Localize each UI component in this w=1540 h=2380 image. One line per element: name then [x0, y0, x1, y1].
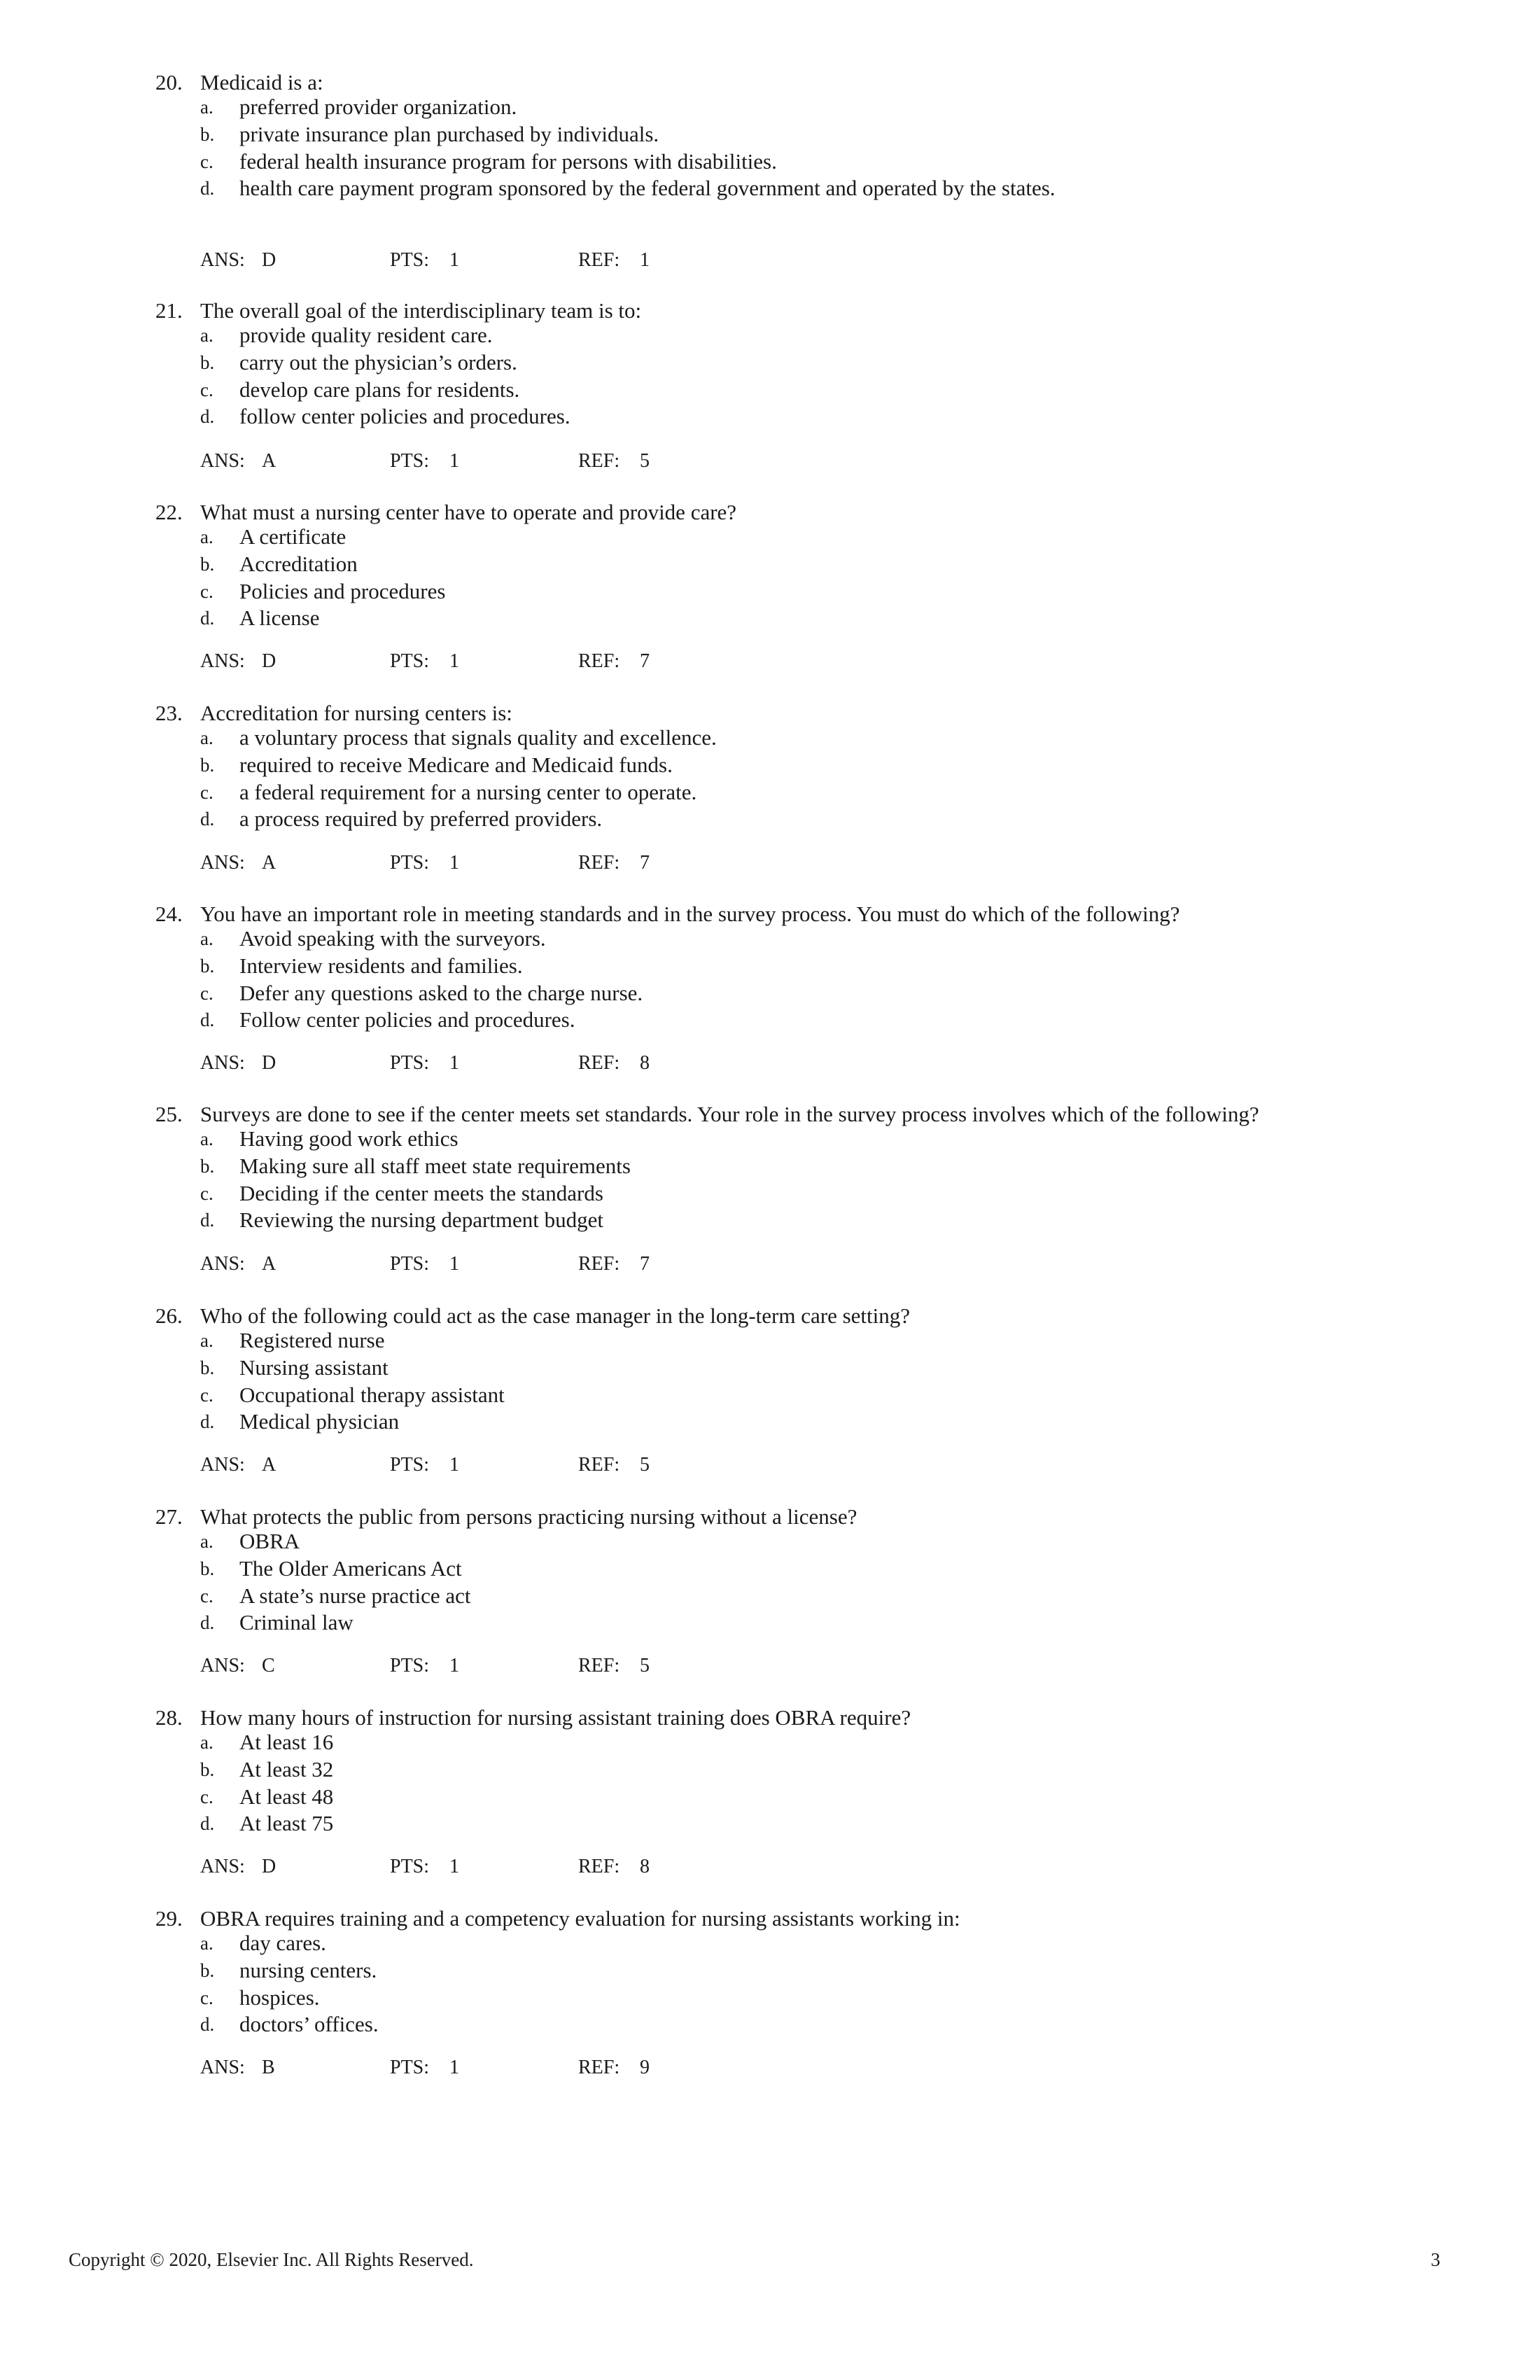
question-number: 20. — [155, 70, 183, 94]
choice-a — [0, 724, 1540, 752]
choice-letter: b. — [200, 1155, 215, 1177]
choice-letter: d. — [200, 608, 215, 629]
choice-text: Accreditation — [239, 551, 358, 576]
answer-key-25 — [0, 1250, 1540, 1278]
choice-a — [0, 322, 1540, 349]
ans-label: ANS: — [200, 1454, 245, 1476]
choice-c — [0, 1180, 1540, 1208]
question-number: 24. — [155, 902, 183, 926]
ref-value: 5 — [640, 450, 650, 472]
copyright-notice: Copyright © 2020, Elsevier Inc. All Rights Reserved. — [69, 2249, 474, 2270]
question-text: The overall goal of the interdisciplinary team is to: — [200, 298, 642, 323]
choice-text: a federal requirement for a nursing center to operate. — [239, 779, 697, 804]
answer-key-21 — [0, 447, 1540, 475]
choice-list — [0, 724, 1540, 833]
choice-a — [0, 1729, 1540, 1756]
ref-value: 7 — [640, 1253, 650, 1275]
choice-letter: c. — [200, 982, 214, 1004]
choice-letter: c. — [200, 1384, 214, 1406]
ans-label: ANS: — [200, 852, 245, 874]
choice-letter: b. — [200, 553, 215, 575]
choice-d — [0, 2011, 1540, 2038]
ans-value: A — [262, 1253, 276, 1275]
choice-list — [0, 1729, 1540, 1837]
ans-label: ANS: — [200, 1856, 245, 1877]
choice-letter: d. — [200, 1411, 215, 1433]
question-text: Medicaid is a: — [200, 70, 323, 94]
choice-d — [0, 175, 1540, 230]
choice-text: OBRA — [239, 1529, 300, 1553]
choice-text: a process required by preferred providers. — [239, 806, 603, 832]
choice-c — [0, 578, 1540, 606]
choice-letter: a. — [200, 97, 214, 118]
choice-text: At least 48 — [239, 1784, 334, 1809]
pts-value: 1 — [449, 650, 459, 672]
ref-label: REF: — [578, 1052, 620, 1074]
choice-text: Occupational therapy assistant — [239, 1382, 505, 1407]
choice-letter: d. — [200, 808, 215, 830]
choice-text: Policies and procedures — [239, 578, 446, 603]
pts-label: PTS: — [390, 852, 430, 874]
page-number: 3 — [1431, 2249, 1441, 2270]
ref-value: 7 — [640, 852, 650, 874]
choice-letter: d. — [200, 178, 215, 200]
pts-label: PTS: — [390, 1253, 430, 1275]
choice-b — [0, 1354, 1540, 1382]
choice-text: doctors’ offices. — [239, 2012, 379, 2037]
ref-value: 8 — [640, 1052, 650, 1074]
choice-c — [0, 1784, 1540, 1811]
choice-letter: d. — [200, 1210, 215, 1231]
pts-value: 1 — [449, 1052, 459, 1074]
ans-value: D — [262, 650, 276, 672]
ans-label: ANS: — [200, 1052, 245, 1074]
choice-c — [0, 1984, 1540, 2012]
choice-letter: d. — [200, 1813, 215, 1835]
choice-a — [0, 925, 1540, 953]
answer-key-27 — [0, 1652, 1540, 1680]
choice-b — [0, 121, 1540, 148]
choice-text: Follow center policies and procedures. — [239, 1007, 575, 1032]
choice-text: Reviewing the nursing department budget — [239, 1208, 603, 1233]
ref-value: 9 — [640, 2057, 650, 2078]
choice-letter: b. — [200, 351, 215, 373]
question-number: 22. — [155, 500, 183, 524]
choice-text: required to receive Medicare and Medicaid funds. — [239, 752, 673, 777]
ref-label: REF: — [578, 2057, 620, 2078]
choice-letter: c. — [200, 150, 214, 172]
choice-letter: b. — [200, 955, 215, 976]
pts-label: PTS: — [390, 249, 430, 271]
choice-letter: d. — [200, 1009, 215, 1031]
choice-list — [0, 925, 1540, 1034]
choice-text: health care payment program sponsored by the federal government and operated by the states. — [239, 176, 1056, 201]
choice-text: follow center policies and procedures. — [239, 404, 570, 429]
ans-label: ANS: — [200, 2057, 245, 2078]
question-text: Surveys are done to see if the center meets set standards. Your role in the survey process involves which of the following? — [200, 1102, 1259, 1126]
choice-d — [0, 1810, 1540, 1837]
choice-a — [0, 1327, 1540, 1354]
pts-label: PTS: — [390, 650, 430, 672]
choice-text: A license — [239, 606, 320, 631]
ref-value: 7 — [640, 650, 650, 672]
choice-letter: a. — [200, 1330, 214, 1351]
ans-value: B — [262, 2057, 275, 2078]
ans-value: D — [262, 1856, 276, 1877]
choice-text: A certificate — [239, 524, 346, 549]
question-text: What must a nursing center have to operate and provide care? — [200, 500, 737, 524]
choice-a — [0, 524, 1540, 551]
pts-value: 1 — [449, 1253, 459, 1275]
choice-letter: b. — [200, 1959, 215, 1981]
question-text: What protects the public from persons practicing nursing without a license? — [200, 1504, 858, 1529]
choice-list — [0, 1126, 1540, 1234]
ans-label: ANS: — [200, 249, 245, 271]
choice-text: Interview residents and families. — [239, 953, 523, 978]
pts-value: 1 — [449, 1856, 459, 1877]
ref-value: 8 — [640, 1856, 650, 1877]
pts-label: PTS: — [390, 1856, 430, 1877]
choice-letter: a. — [200, 526, 214, 547]
choice-list — [0, 94, 1540, 230]
choice-b — [0, 953, 1540, 980]
choice-text: Registered nurse — [239, 1328, 385, 1352]
choice-list — [0, 1930, 1540, 2038]
question-number: 25. — [155, 1102, 183, 1126]
choice-letter: a. — [200, 1732, 214, 1753]
choice-d — [0, 1609, 1540, 1637]
choice-text: At least 16 — [239, 1730, 334, 1754]
ans-value: A — [262, 852, 276, 874]
question-number: 26. — [155, 1303, 183, 1328]
choice-letter: c. — [200, 379, 214, 400]
question-text: Who of the following could act as the case manager in the long-term care setting? — [200, 1303, 911, 1328]
question-number: 29. — [155, 1906, 183, 1931]
choice-letter: b. — [200, 1758, 215, 1780]
pts-label: PTS: — [390, 1052, 430, 1074]
ref-label: REF: — [578, 249, 620, 271]
ans-value: A — [262, 1454, 276, 1476]
choice-d — [0, 1207, 1540, 1234]
choice-letter: d. — [200, 1612, 215, 1634]
choice-letter: b. — [200, 754, 215, 776]
choice-letter: c. — [200, 781, 214, 803]
choice-text: The Older Americans Act — [239, 1555, 462, 1581]
pts-value: 1 — [449, 1655, 459, 1676]
question-number: 28. — [155, 1705, 183, 1730]
choice-letter: c. — [200, 1182, 214, 1204]
choice-b — [0, 1957, 1540, 1984]
choice-letter: a. — [200, 727, 214, 748]
answer-key-24 — [0, 1049, 1540, 1077]
choice-letter: c. — [200, 580, 214, 602]
choice-text: Medical physician — [239, 1409, 400, 1434]
choice-letter: c. — [200, 1987, 214, 2008]
choice-list — [0, 524, 1540, 632]
ans-label: ANS: — [200, 1253, 245, 1275]
ref-value: 5 — [640, 1655, 650, 1676]
choice-b — [0, 1555, 1540, 1583]
choice-d — [0, 403, 1540, 430]
choice-letter: c. — [200, 1786, 214, 1807]
choice-list — [0, 1327, 1540, 1436]
pts-label: PTS: — [390, 450, 430, 472]
question-number: 27. — [155, 1504, 183, 1529]
choice-text: nursing centers. — [239, 1957, 377, 1982]
question-number: 23. — [155, 701, 183, 725]
choice-text: Avoid speaking with the surveyors. — [239, 926, 546, 951]
choice-a — [0, 94, 1540, 121]
choice-letter: c. — [200, 1585, 214, 1606]
choice-text: develop care plans for residents. — [239, 377, 520, 402]
choice-d — [0, 1007, 1540, 1034]
pts-value: 1 — [449, 450, 459, 472]
pts-label: PTS: — [390, 1454, 430, 1476]
choice-b — [0, 1756, 1540, 1784]
choice-text: private insurance plan purchased by individuals. — [239, 121, 659, 146]
choice-text: federal health insurance program for persons with disabilities. — [239, 148, 777, 174]
choice-letter: b. — [200, 1558, 215, 1579]
ref-label: REF: — [578, 1253, 620, 1275]
pts-label: PTS: — [390, 2057, 430, 2078]
ref-label: REF: — [578, 1454, 620, 1476]
choice-b — [0, 551, 1540, 578]
choice-letter: b. — [200, 1357, 215, 1378]
choice-text: At least 75 — [239, 1811, 334, 1836]
pts-value: 1 — [449, 852, 459, 874]
ans-value: C — [262, 1655, 275, 1676]
answer-key-23 — [0, 849, 1540, 877]
choice-letter: a. — [200, 325, 214, 346]
choice-d — [0, 1408, 1540, 1436]
choice-c — [0, 1583, 1540, 1610]
ref-value: 5 — [640, 1454, 650, 1476]
ref-label: REF: — [578, 1655, 620, 1676]
choice-text: Defer any questions asked to the charge nurse. — [239, 980, 643, 1005]
ans-value: D — [262, 1052, 276, 1074]
choice-letter: a. — [200, 1531, 214, 1552]
choice-letter: b. — [200, 123, 215, 145]
choice-c — [0, 377, 1540, 404]
answer-key-29 — [0, 2054, 1540, 2082]
choice-text: carry out the physician’s orders. — [239, 349, 517, 374]
ans-label: ANS: — [200, 650, 245, 672]
answer-key-28 — [0, 1853, 1540, 1881]
choice-text: preferred provider organization. — [239, 94, 517, 119]
question-text: How many hours of instruction for nursing assistant training does OBRA require? — [200, 1705, 911, 1730]
choice-d — [0, 806, 1540, 833]
choice-letter: d. — [200, 406, 215, 428]
ans-label: ANS: — [200, 450, 245, 472]
question-text: Accreditation for nursing centers is: — [200, 701, 512, 725]
ref-value: 1 — [640, 249, 650, 271]
choice-letter: a. — [200, 1128, 214, 1149]
choice-text: day cares. — [239, 1931, 326, 1955]
page-footer — [0, 2246, 1540, 2274]
pts-value: 1 — [449, 2057, 459, 2078]
pts-value: 1 — [449, 249, 459, 271]
choice-text: Having good work ethics — [239, 1126, 458, 1151]
pts-label: PTS: — [390, 1655, 430, 1676]
choice-text: provide quality resident care. — [239, 323, 493, 347]
choice-text: Nursing assistant — [239, 1354, 388, 1380]
choice-letter: a. — [200, 1933, 214, 1954]
answer-key-26 — [0, 1451, 1540, 1479]
answer-key-22 — [0, 648, 1540, 676]
choice-c — [0, 1382, 1540, 1409]
choice-text: hospices. — [239, 1984, 320, 2010]
choice-b — [0, 349, 1540, 377]
ref-label: REF: — [578, 1856, 620, 1877]
choice-text: Criminal law — [239, 1610, 354, 1635]
choice-text: Deciding if the center meets the standards — [239, 1180, 603, 1205]
ref-label: REF: — [578, 450, 620, 472]
choice-letter: a. — [200, 928, 214, 949]
question-text: OBRA requires training and a competency evaluation for nursing assistants working in: — [200, 1906, 960, 1931]
ans-value: D — [262, 249, 276, 271]
ref-label: REF: — [578, 650, 620, 672]
choice-list — [0, 1528, 1540, 1637]
choice-text: A state’s nurse practice act — [239, 1583, 471, 1608]
question-text: You have an important role in meeting standards and in the survey process. You must do which of the following? — [200, 902, 1180, 926]
question-number: 21. — [155, 298, 183, 323]
ref-label: REF: — [578, 852, 620, 874]
choice-b — [0, 752, 1540, 779]
choice-a — [0, 1126, 1540, 1153]
choice-text: At least 32 — [239, 1756, 334, 1782]
ans-label: ANS: — [200, 1655, 245, 1676]
choice-b — [0, 1153, 1540, 1180]
choice-text: Making sure all staff meet state requirements — [239, 1153, 631, 1178]
choice-c — [0, 980, 1540, 1007]
choice-d — [0, 605, 1540, 632]
choice-a — [0, 1930, 1540, 1957]
choice-list — [0, 322, 1540, 430]
ans-value: A — [262, 450, 276, 472]
choice-c — [0, 148, 1540, 176]
choice-text: a voluntary process that signals quality and excellence. — [239, 725, 717, 750]
choice-a — [0, 1528, 1540, 1555]
choice-c — [0, 779, 1540, 806]
answer-key-20 — [0, 246, 1540, 274]
pts-value: 1 — [449, 1454, 459, 1476]
choice-letter: d. — [200, 2014, 215, 2036]
